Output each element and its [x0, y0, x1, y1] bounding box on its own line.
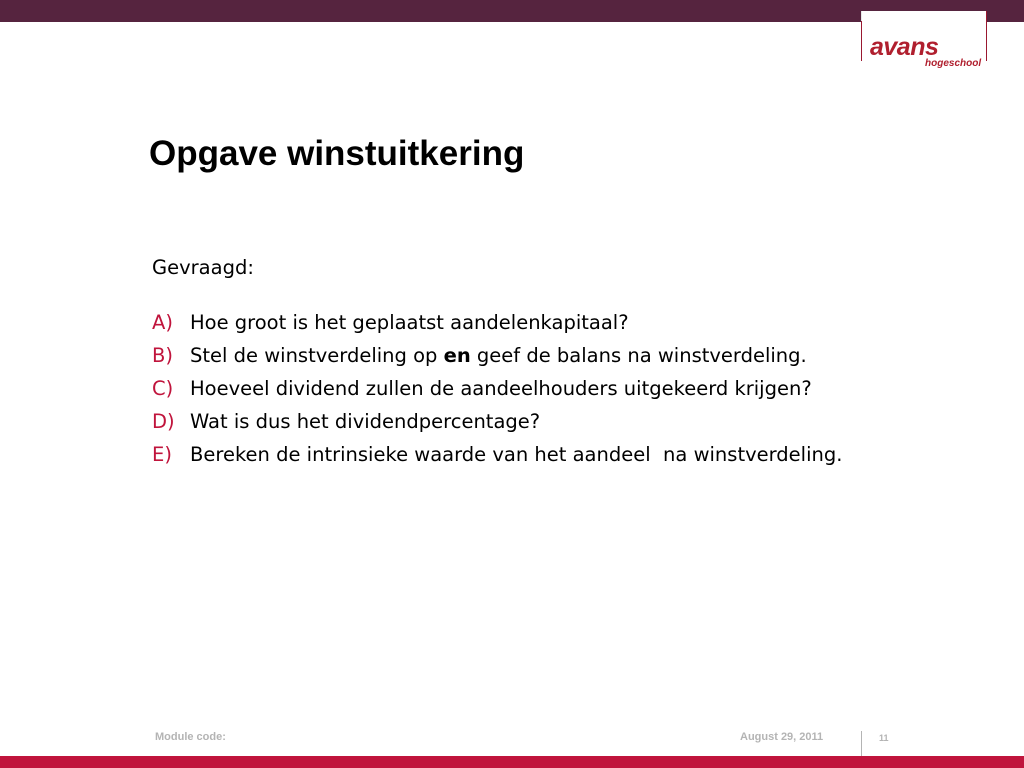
logo-subtitle: hogeschool — [925, 58, 982, 69]
question-text-part: geef de balans na winstverdeling. — [470, 344, 807, 367]
slide-title: Opgave winstuitkering — [149, 134, 525, 173]
question-emphasis: en — [443, 344, 471, 367]
question-text: Bereken de intrinsieke waarde van het aandeel na winstverdeling. — [190, 443, 843, 466]
question-marker: E) — [152, 443, 172, 466]
intro-text: Gevraagd: — [152, 256, 254, 279]
question-a — [152, 309, 852, 336]
question-text-part: Stel de winstverdeling op — [190, 344, 444, 367]
question-marker: B) — [152, 344, 173, 367]
logo-tab — [861, 11, 987, 69]
bottom-bar — [0, 756, 1024, 768]
question-text: Hoeveel dividend zullen de aandeelhouders uitgekeerd krijgen? — [190, 377, 812, 400]
slide-content — [152, 254, 852, 474]
question-d — [152, 408, 852, 435]
question-marker: D) — [152, 410, 175, 433]
module-code-label: Module code: — [155, 731, 226, 743]
page-number: 11 — [879, 733, 889, 743]
avans-logo: avans — [870, 33, 939, 61]
question-e — [152, 441, 852, 468]
footer-date: August 29, 2011 — [740, 731, 824, 743]
question-marker: C) — [152, 377, 174, 400]
question-text: Hoe groot is het geplaatst aandelenkapitaal? — [190, 311, 629, 334]
question-list — [152, 309, 852, 468]
question-c — [152, 375, 852, 402]
question-marker: A) — [152, 311, 173, 334]
question-b — [152, 342, 852, 369]
question-text: Wat is dus het dividendpercentage? — [190, 410, 541, 433]
footer-divider — [861, 731, 862, 756]
